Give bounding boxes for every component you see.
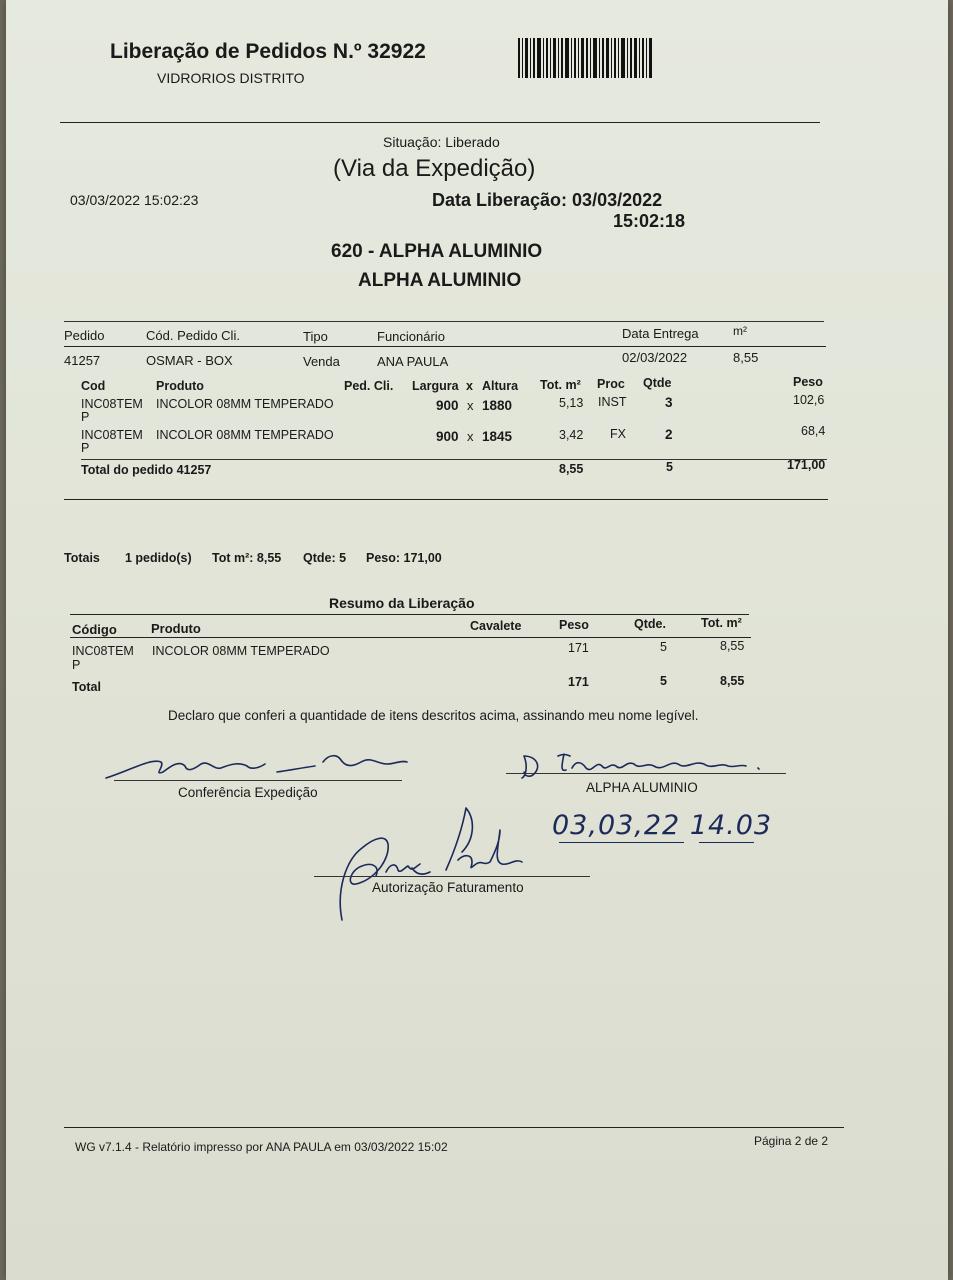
- resumo-total-qtde: 5: [660, 674, 667, 688]
- totais-pedidos: 1 pedido(s): [125, 551, 192, 565]
- document-title: Liberação de Pedidos N.º 32922: [110, 40, 426, 63]
- resumo-header-qtde: Qtde.: [634, 617, 666, 631]
- item-header-qtde: Qtde: [643, 376, 672, 390]
- order-header-data-entrega: Data Entrega: [622, 326, 699, 341]
- item-1-cod-suffix: P: [81, 410, 90, 424]
- signature-line-client: [506, 773, 786, 774]
- order-header-m2: m²: [733, 324, 747, 338]
- item-header-cod: Cod: [81, 379, 106, 393]
- order-data-entrega: 02/03/2022: [622, 350, 688, 365]
- resumo-tot-m2: 8,55: [720, 639, 745, 653]
- print-datetime: 03/03/2022 15:02:23: [70, 192, 199, 208]
- item-1-produto: INCOLOR 08MM TEMPERADO: [156, 397, 334, 411]
- item-2-cod: INC08TEM: [81, 428, 143, 442]
- resumo-title: Resumo da Liberação: [329, 595, 475, 611]
- item-header-altura: Altura: [482, 379, 519, 393]
- order-total-qtde: 5: [666, 460, 673, 474]
- order-total-peso: 171,00: [787, 458, 826, 472]
- resumo-total-peso: 171: [568, 675, 589, 689]
- item-1-proc: INST: [598, 395, 627, 409]
- item-2-produto: INCOLOR 08MM TEMPERADO: [156, 428, 334, 442]
- item-2-largura: 900: [436, 429, 459, 444]
- resumo-header-rule: [70, 637, 751, 638]
- item-1-altura: 1880: [482, 398, 513, 413]
- resumo-header-peso: Peso: [559, 618, 589, 632]
- item-1-cod: INC08TEM: [81, 397, 143, 411]
- totais-qtde: Qtde: 5: [303, 551, 347, 565]
- order-tipo: Venda: [303, 354, 340, 369]
- resumo-cod: INC08TEM: [72, 644, 134, 658]
- item-header-peso: Peso: [793, 375, 823, 389]
- item-1-qtde: 3: [665, 395, 673, 410]
- footer-print-info: WG v7.1.4 - Relatório impresso por ANA PAULA em 03/03/2022 15:02: [75, 1140, 448, 1154]
- order-header-tipo: Tipo: [303, 329, 328, 344]
- handwritten-time-underline: [699, 842, 754, 843]
- barcode-icon: [518, 38, 652, 78]
- item-1-largura: 900: [436, 398, 459, 413]
- order-total-label: Total do pedido 41257: [81, 463, 212, 477]
- item-2-x: x: [467, 429, 474, 444]
- client-signature-label: ALPHA ALUMINIO: [586, 780, 698, 795]
- data-liberacao: Data Liberação: 03/03/2022: [432, 190, 663, 210]
- resumo-total-label: Total: [72, 680, 101, 694]
- order-table-bottom-rule: [64, 499, 828, 500]
- resumo-header-tot-m2: Tot. m²: [701, 616, 742, 630]
- item-2-tot-m2: 3,42: [559, 428, 584, 442]
- item-2-peso: 68,4: [801, 424, 826, 438]
- item-header-x: x: [466, 379, 473, 393]
- footer-rule: [64, 1127, 844, 1128]
- signature-conferencia: [101, 748, 421, 788]
- signature-client: [514, 748, 774, 782]
- totais-m2: Tot m²: 8,55: [212, 551, 282, 565]
- item-1-tot-m2: 5,13: [559, 396, 584, 410]
- order-cod-cli: OSMAR - BOX: [146, 353, 233, 368]
- resumo-cod-suffix: P: [72, 658, 81, 672]
- item-header-proc: Proc: [597, 377, 625, 391]
- order-total-m2: 8,55: [559, 462, 584, 476]
- resumo-header-cavalete: Cavalete: [470, 619, 522, 633]
- item-2-proc: FX: [610, 427, 626, 441]
- conferencia-label: Conferência Expedição: [178, 785, 318, 800]
- declaration-text: Declaro que conferi a quantidade de itens descritos acima, assinando meu nome legível.: [168, 708, 699, 723]
- order-table-top-rule: [64, 321, 824, 322]
- document-page: [6, 0, 948, 1280]
- order-header-rule: [64, 346, 826, 347]
- order-m2: 8,55: [733, 350, 759, 365]
- signature-line-autorizacao: [314, 876, 590, 877]
- handwritten-date: 03,03,22 14.03: [552, 810, 773, 841]
- item-1-peso: 102,6: [793, 393, 825, 407]
- resumo-qtde: 5: [660, 640, 667, 654]
- item-1-x: x: [467, 398, 474, 413]
- data-liberacao-time: 15:02:18: [613, 211, 686, 231]
- order-header-cod-cli: Cód. Pedido Cli.: [146, 328, 240, 343]
- resumo-produto: INCOLOR 08MM TEMPERADO: [152, 644, 330, 658]
- company-name: VIDRORIOS DISTRITO: [157, 70, 305, 86]
- handwritten-date-underline: [559, 842, 684, 843]
- resumo-header-produto: Produto: [151, 621, 201, 636]
- footer-page-number: Página 2 de 2: [754, 1134, 829, 1148]
- signature-autorizacao: [326, 800, 536, 922]
- item-2-qtde: 2: [665, 427, 673, 442]
- totais-label: Totais: [64, 551, 100, 565]
- item-header-ped-cli: Ped. Cli.: [344, 379, 394, 393]
- signature-line-conferencia: [114, 780, 402, 781]
- order-total-rule: [81, 459, 827, 460]
- client-code-name: 620 - ALPHA ALUMINIO: [331, 241, 543, 262]
- resumo-top-rule: [70, 614, 749, 615]
- via-label: (Via da Expedição): [333, 155, 536, 182]
- order-pedido: 41257: [64, 353, 101, 368]
- item-header-largura: Largura: [412, 379, 459, 393]
- resumo-total-tot-m2: 8,55: [720, 674, 745, 688]
- order-header-pedido: Pedido: [64, 328, 105, 343]
- resumo-header-codigo: Código: [72, 622, 117, 637]
- item-header-produto: Produto: [156, 379, 204, 393]
- situacao-status: Situação: Liberado: [383, 134, 500, 150]
- totais-peso: Peso: 171,00: [366, 551, 442, 565]
- resumo-peso: 171: [568, 641, 589, 655]
- item-2-altura: 1845: [482, 429, 513, 444]
- item-header-tot-m2: Tot. m²: [540, 378, 581, 392]
- item-2-cod-suffix: P: [81, 441, 90, 455]
- order-funcionario: ANA PAULA: [377, 354, 449, 369]
- client-name: ALPHA ALUMINIO: [358, 270, 522, 291]
- autorizacao-label: Autorização Faturamento: [372, 880, 524, 895]
- order-header-funcionario: Funcionário: [377, 329, 445, 344]
- header-divider: [60, 122, 820, 123]
